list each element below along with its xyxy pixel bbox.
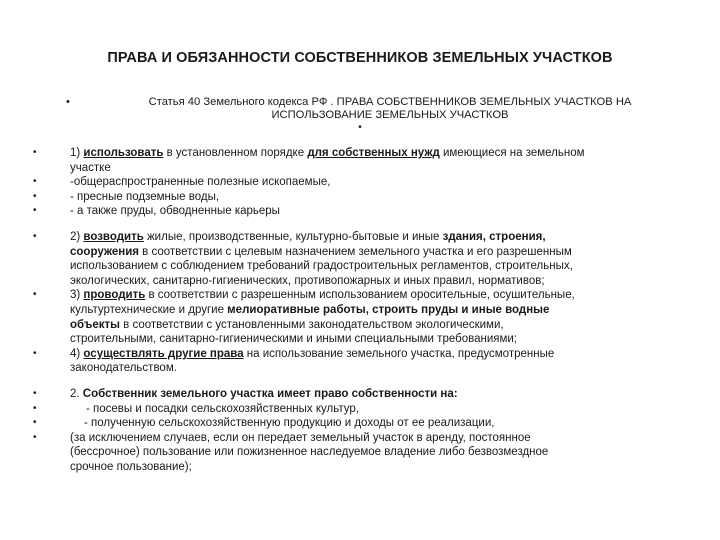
emphasis-text: мелиоративные работы, строить пруды и иные водные — [227, 303, 550, 316]
paragraph-1-cont: участке — [70, 161, 111, 174]
list-item-text: - полученную сельскохозяйственную продукцию и доходы от ее реализации, — [84, 417, 495, 430]
emphasis-text: сооружения — [70, 245, 139, 258]
emphasis-text: использовать — [83, 147, 164, 159]
list-item-text: - а также пруды, обводненные карьеры — [70, 205, 280, 218]
bullet: • — [33, 402, 37, 414]
bullet: • — [33, 347, 37, 359]
list-item — [33, 416, 680, 431]
bullet: • — [33, 230, 37, 242]
text: 3) — [70, 289, 84, 302]
text: культуртехнические и другие — [70, 303, 228, 316]
bullet: • — [33, 431, 37, 443]
emphasis-text: возводить — [83, 230, 144, 243]
bullet: • — [358, 122, 362, 133]
paragraph-2-line: экологических, санитарно-гигиенических, противопожарных и иных правил, нормативов; — [70, 274, 545, 287]
list-item — [33, 190, 680, 205]
paragraph-2-line: использованием с соблюдением требований градостроительных регламентов, строительных, — [70, 260, 573, 273]
emphasis-text: Собственник земельного участка имеет право собственности на: — [82, 387, 458, 400]
paragraph-2 — [33, 230, 680, 245]
paragraph-3-line — [70, 303, 680, 318]
bullet: • — [33, 387, 37, 399]
paragraph-1 — [33, 146, 680, 161]
list-item-text: -общераспространенные полезные ископаемые, — [70, 176, 331, 189]
text: (за исключением случаев, если он передает земельный участок в аренду, постоянное — [70, 431, 531, 444]
text: 1) — [70, 147, 84, 159]
bullet: • — [33, 190, 37, 202]
text: 2. — [70, 387, 83, 400]
text: 4) — [70, 347, 84, 360]
paragraph-5-line: срочное пользование); — [70, 460, 192, 473]
list-item — [33, 402, 680, 417]
bullet: • — [66, 96, 70, 108]
text: имеющиеся на земельном — [439, 147, 585, 159]
article-heading-line-2: ИСПОЛЬЗОВАНИЕ ЗЕМЕЛЬНЫХ УЧАСТКОВ — [271, 109, 509, 121]
text: 2) — [70, 230, 84, 243]
text: в соответствии с целевым назначением земельного участка и его разрешенным — [138, 245, 572, 258]
paragraph-4 — [33, 347, 680, 362]
bullet: • — [33, 176, 37, 188]
paragraph-5-line: (бессрочное) пользование или пожизненное наследуемое владение либо безвозмездное — [70, 446, 549, 459]
list-item — [33, 204, 680, 219]
paragraph-3-line — [70, 318, 680, 333]
paragraph-4-line: законодательством. — [70, 362, 177, 375]
document-body — [33, 146, 680, 474]
bullet: • — [33, 147, 37, 158]
paragraph-2-line — [70, 245, 680, 260]
text: на использование земельного участка, предусмотренные — [243, 347, 555, 360]
text: жилые, производственные, культурно-бытовые и иные — [143, 230, 443, 243]
emphasis-text: для собственных нужд — [307, 147, 440, 159]
emphasis-text: проводить — [83, 289, 146, 302]
emphasis-text: объекты — [70, 318, 120, 331]
emphasis-text: осуществлять другие права — [83, 347, 244, 360]
emphasis-text: здания, строения, — [442, 230, 546, 243]
list-item — [33, 175, 680, 190]
text: в соответствии с установленными законодательством экологическими, — [119, 318, 504, 331]
article-heading — [90, 96, 690, 122]
text: в установленном порядке — [163, 147, 308, 159]
paragraph-5 — [33, 387, 680, 402]
page-title: ПРАВА И ОБЯЗАННОСТИ СОБСТВЕННИКОВ ЗЕМЕЛЬНЫХ УЧАСТКОВ — [107, 50, 613, 66]
paragraph-3-line: строительными, санитарно-гигиеническими и иными специальными требованиями; — [70, 333, 517, 346]
list-item-text: - пресные подземные воды, — [70, 190, 220, 203]
text: в соответствии с разрешенным использованием оросительные, осушительные, — [145, 289, 575, 302]
list-item-text: - посевы и посадки сельскохозяйственных культур, — [86, 402, 359, 415]
bullet: • — [33, 417, 37, 429]
bullet: • — [33, 205, 37, 217]
paragraph-5-note — [33, 431, 680, 446]
article-heading-line-1: Статья 40 Земельного кодекса РФ . ПРАВА СОБСТВЕННИКОВ ЗЕМЕЛЬНЫХ УЧАСТКОВ НА — [148, 96, 632, 108]
bullet: • — [33, 289, 37, 301]
paragraph-3 — [33, 288, 680, 303]
